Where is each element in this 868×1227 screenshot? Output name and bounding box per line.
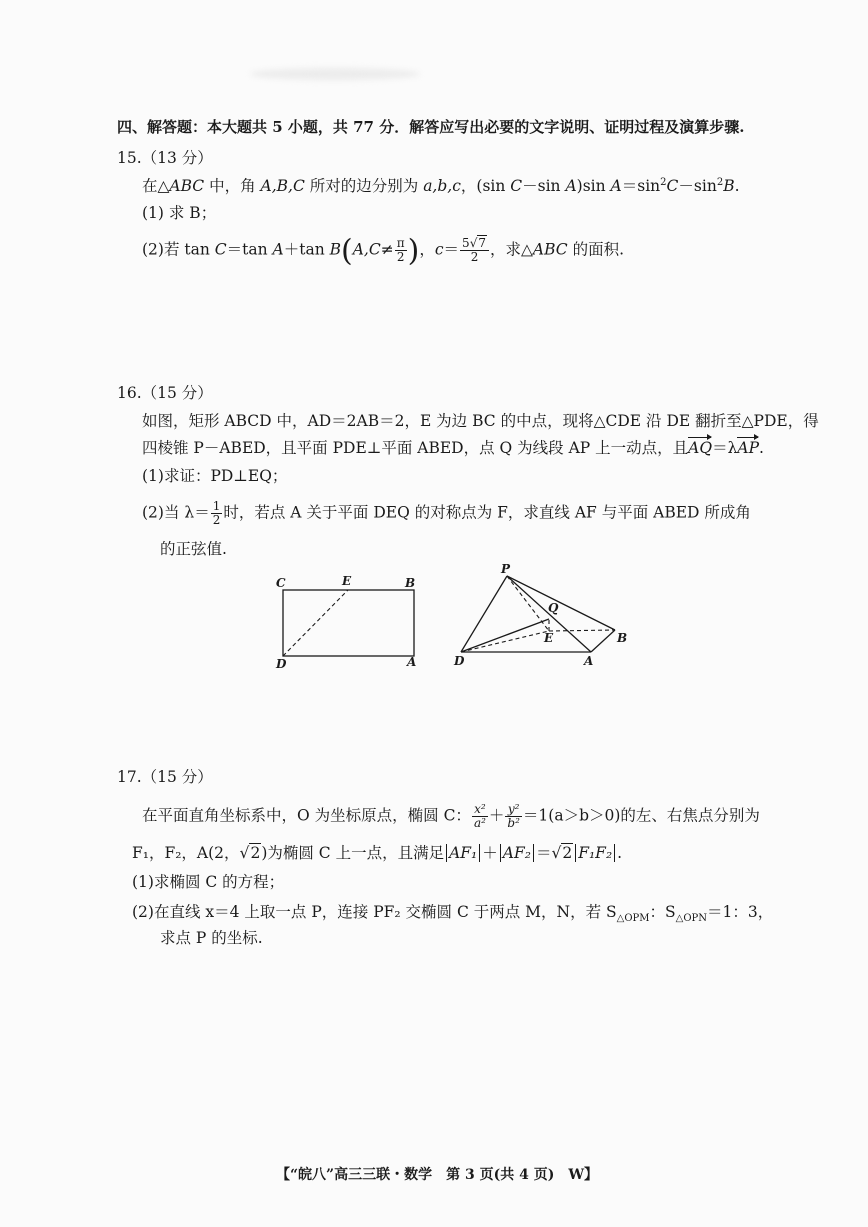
edge-pe xyxy=(507,576,549,631)
section-heading: 四、解答题：本大题共 5 小题，共 77 分．解答应写出必要的文字说明、证明过程及演算步骤. xyxy=(117,118,745,136)
label-a: A xyxy=(407,655,417,669)
q16-part2: (2)当 λ＝ $\frac{1}{2}$ 时，若点 A 关于平面 DEQ 的对称点为 F，求直线 AF 与平面 ABED 所成角 xyxy=(142,499,751,527)
scan-smudge xyxy=(250,68,420,80)
q15-stem: 在△ABC 中，角 A,B,C 所对的边分别为 a,b,c，(sin C－sin A)sin $A=\sin^2C-\sin^2B$. xyxy=(142,177,740,196)
label-e: E xyxy=(342,574,352,588)
edge-pb xyxy=(507,576,615,630)
label-b: B xyxy=(617,631,628,645)
q17-line1: 在平面直角坐标系中，O 为坐标原点，椭圆 C： $\frac{\text{x²}}{\text{a²}}$ ＋ $\frac{\text{y²}}{\text{b²}}$ ＝1(a＞b＞0)的左、右焦点分别为 xyxy=(142,802,760,830)
q16-part1: (1)求证：PD⊥EQ； xyxy=(142,467,288,485)
q17-part2: (2)在直线 x＝4 上取一点 P，连接 PF₂ 交椭圆 C 于两点 M，N，若 $S_{\triangle OPM}$：$S_{\triangle OPN}=1$：3， xyxy=(132,903,774,925)
label-q: Q xyxy=(548,601,559,615)
edge-pd xyxy=(461,576,507,652)
edge-de xyxy=(461,631,549,652)
q16-part2-cont: 的正弦值. xyxy=(160,540,227,558)
label-e: E xyxy=(544,631,554,645)
label-b: B xyxy=(405,576,416,590)
q16-line2: 四棱锥 P－ABED，且平面 PDE⊥平面 ABED，点 Q 为线段 AP 上一动点，且AQ＝λAP. xyxy=(142,439,764,457)
edge-eb xyxy=(549,630,615,631)
q17-part2-cont: 求点 P 的坐标. xyxy=(160,929,263,947)
rectangle-abcd xyxy=(283,590,414,656)
figure-rectangle xyxy=(270,570,430,670)
q17-line2: F₁，F₂，A(2，√2)为椭圆 C 上一点，且满足 AF₁ ＋ AF₂ ＝√2 F₁F₂ . xyxy=(132,844,623,862)
q17-part1: (1)求椭圆 C 的方程； xyxy=(132,873,285,891)
segment-de xyxy=(283,590,348,656)
edge-dq xyxy=(461,619,549,652)
label-d: D xyxy=(276,657,287,670)
page-footer: 【“皖八”高三三联・数学 第 3 页(共 4 页) W】 xyxy=(276,1167,599,1183)
q15-part2: (2)若 tan C＝tan A＋tan B(A,C≠ $\frac{\pi}{2}$ )，c＝ $\frac{5√7}{2}$ ，求△ABC 的面积. xyxy=(142,233,624,269)
label-d: D xyxy=(454,654,465,668)
edge-ab xyxy=(591,630,615,652)
q16-number: 16.（15 分） xyxy=(117,384,213,402)
figure-pyramid xyxy=(450,562,635,672)
q15-part1: (1) 求 B； xyxy=(142,204,217,222)
q16-line1: 如图，矩形 ABCD 中，AD＝2AB＝2，E 为边 BC 的中点，现将△CDE 沿 DE 翻折至△PDE，得 xyxy=(142,412,819,430)
q15-number: 15.（13 分） xyxy=(117,149,213,167)
label-a: A xyxy=(584,654,594,668)
label-p: P xyxy=(501,562,511,576)
q17-number: 17.（15 分） xyxy=(117,768,213,786)
label-c: C xyxy=(276,576,286,590)
